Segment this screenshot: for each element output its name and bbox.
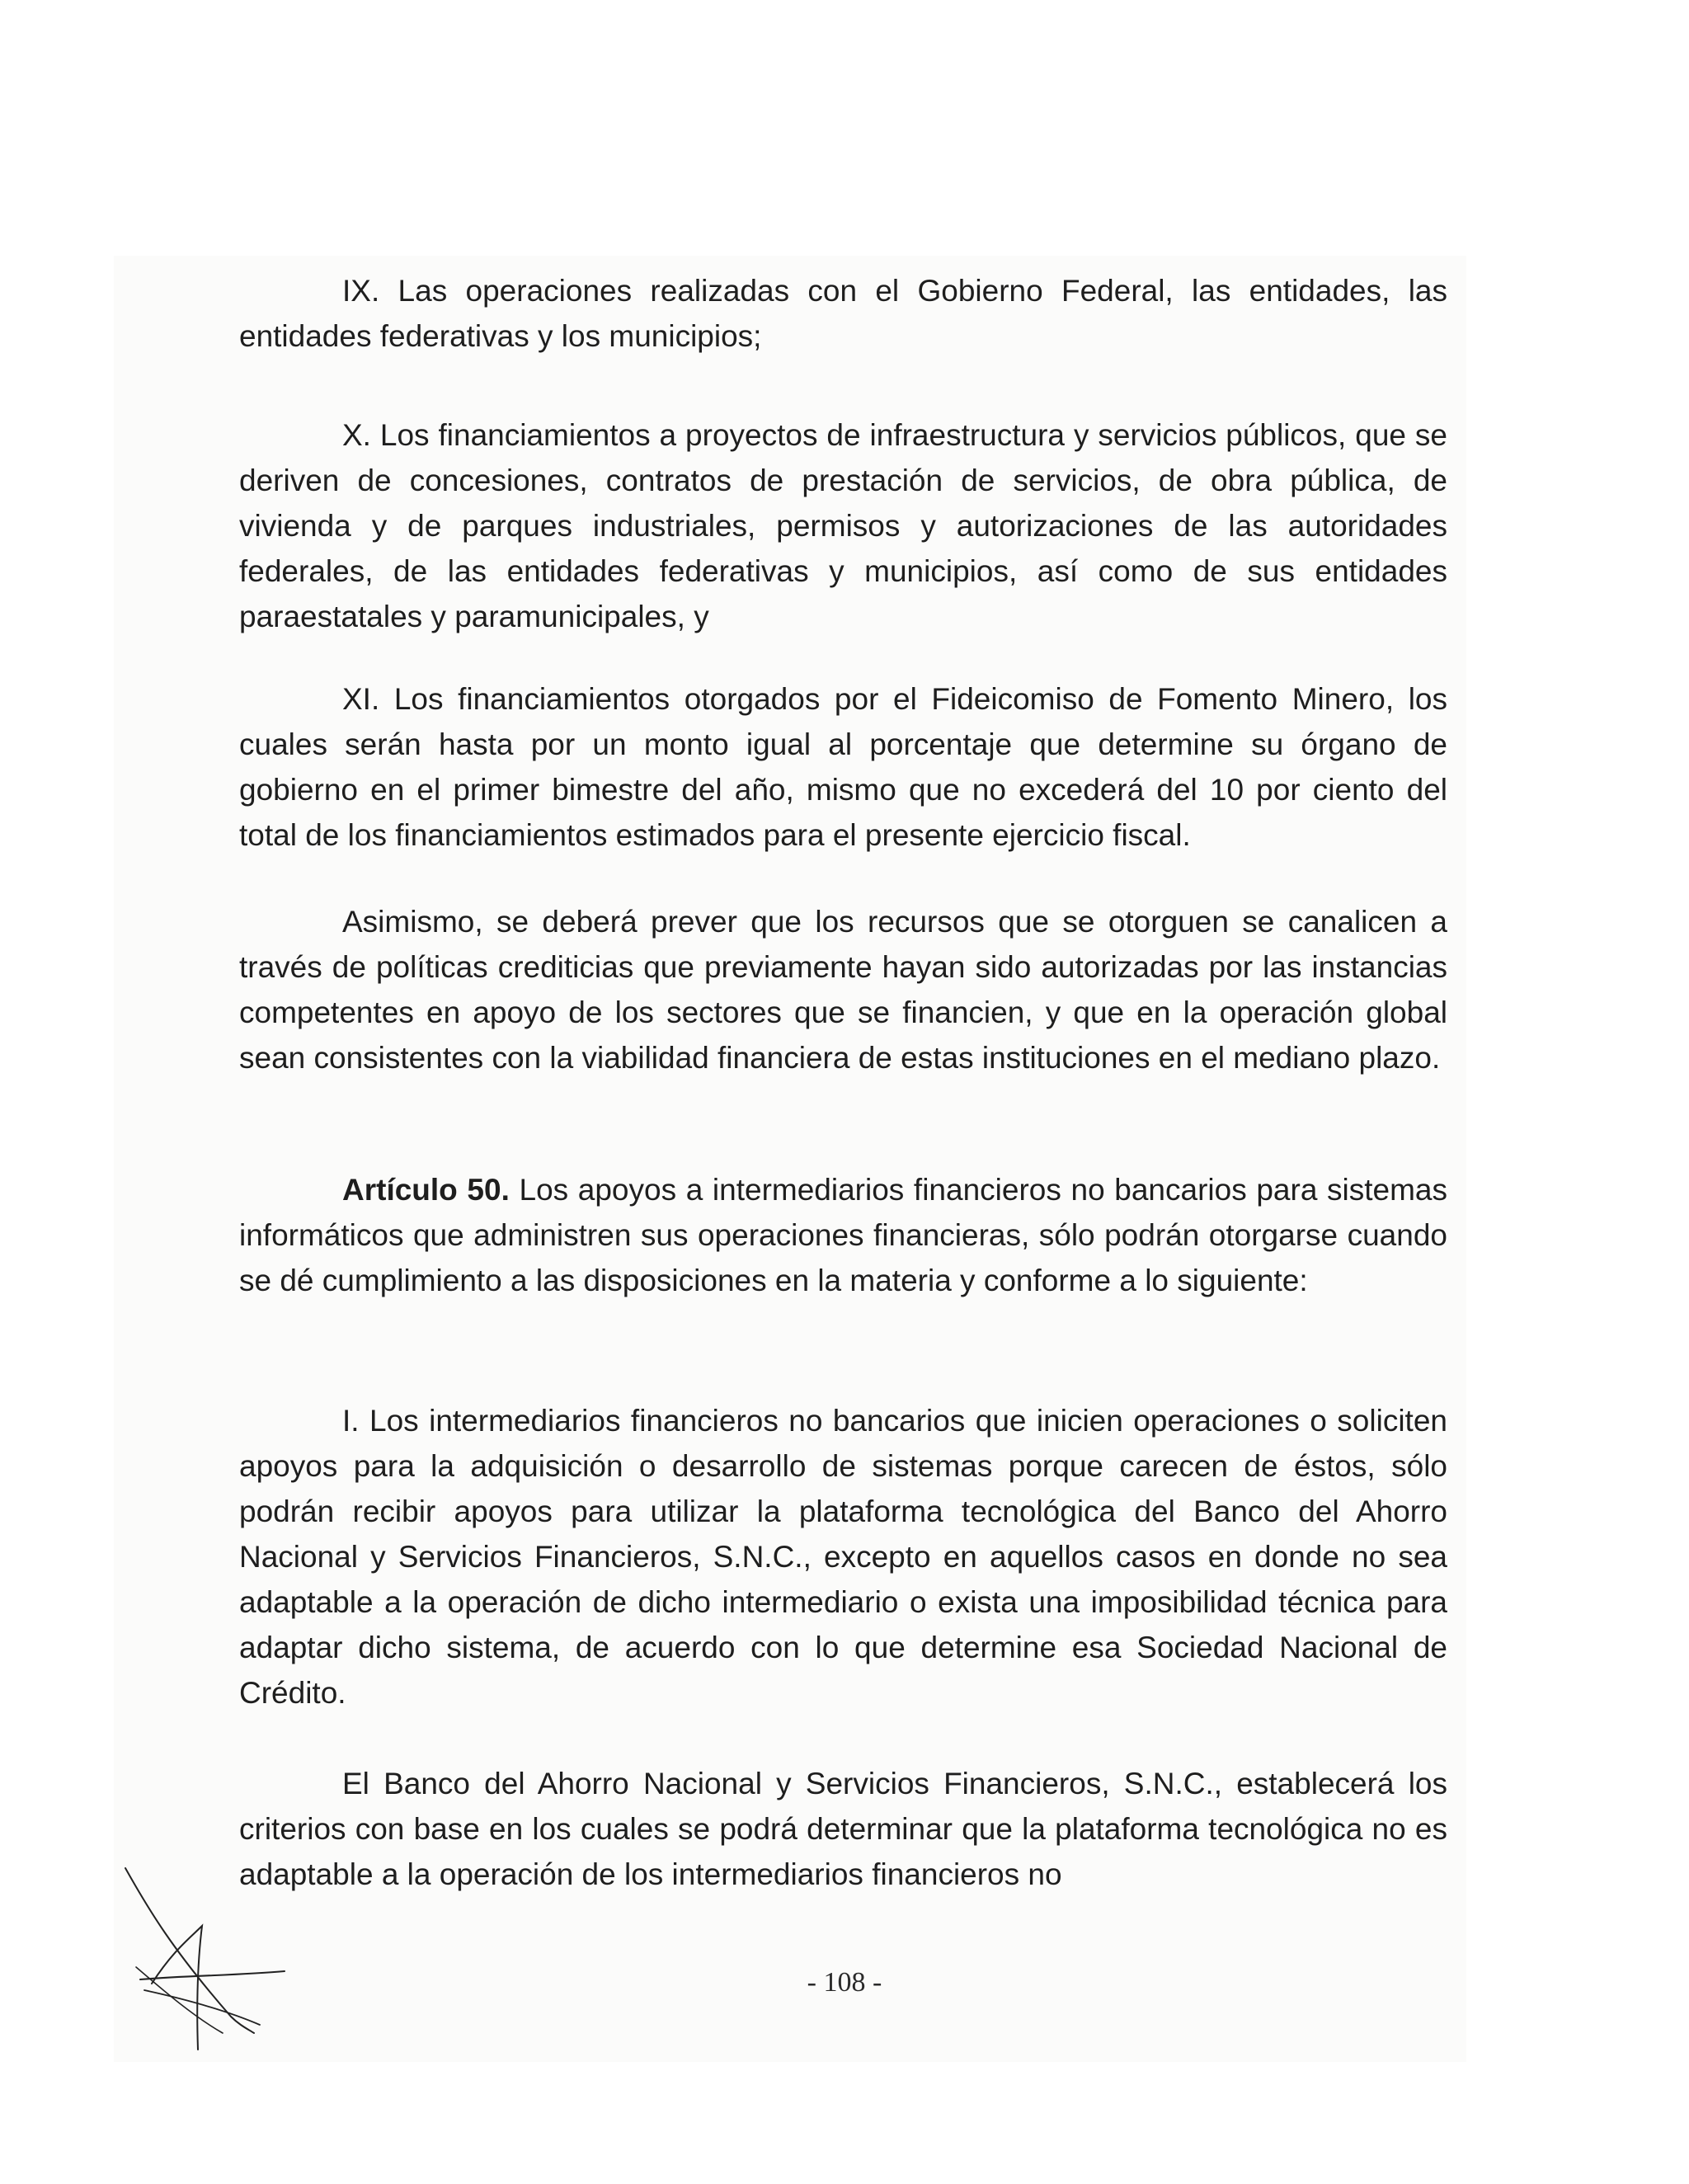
page-number: - 108 - [807,1967,882,1998]
article-50-text: Los apoyos a intermediarios financieros no bancarios para sistemas informáticos que administren sus operaciones financieras, sólo podrán otorgarse cuando se dé cumplimiento a las disposiciones en la materia y conforme a lo siguiente: [239,1173,1448,1297]
paragraph-fraction-xi: XI. Los financiamientos otorgados por el Fideicomiso de Fomento Minero, los cuales serán hasta por un monto igual al porcentaje que determine su órgano de gobierno en el primer bimestre del año, mismo que no excederá del 10 por ciento del total de los financiamientos estimados para el presente ejercicio fiscal. [239,682,1447,852]
paragraph-fraction-i: I. Los intermediarios financieros no bancarios que inicien operaciones o soliciten apoyos para la adquisición o desarrollo de sistemas porque carecen de éstos, sólo podrán recibir apoyos para utilizar la plataforma tecnológica del Banco del Ahorro Nacional y Servicios Financieros, S.N.C., excepto en aquellos casos en donde no sea adaptable a la operación de dicho intermediario o exista una imposibilidad técnica para adaptar dicho sistema, de acuerdo con lo que determine esa Sociedad Nacional de Crédito. [239,1404,1447,1710]
paragraph-asimismo: Asimismo, se deberá prever que los recursos que se otorguen se canalicen a través de políticas crediticias que previamente hayan sido autorizadas por las instancias competentes en apoyo de los sectores que se financien, y que en la operación global sean consistentes con la viabilidad financiera de estas instituciones en el mediano plazo. [239,905,1447,1075]
paragraph-fraction-x: X. Los financiamientos a proyectos de infraestructura y servicios públicos, que se deriven de concesiones, contratos de prestación de servicios, de obra pública, de vivienda y de parques industriales, permisos y autorizaciones de las autoridades federales, de las entidades federativas y municipios, así como de sus entidades paraestatales y paramunicipales, y [239,418,1447,633]
article-50-heading: Artículo 50. [342,1173,510,1207]
paragraph-fraction-ix: IX. Las operaciones realizadas con el Gobierno Federal, las entidades, las entidades federativas y los municipios; [239,274,1447,353]
paragraph-article-50 [239,1167,1447,1303]
handwritten-signature [115,1860,305,2058]
paragraph-banco-criterios: El Banco del Ahorro Nacional y Servicios Financieros, S.N.C., establecerá los criterios con base en los cuales se podrá determinar que la plataforma tecnológica no es adaptable a la operación de los intermediarios financieros no [239,1767,1447,1891]
